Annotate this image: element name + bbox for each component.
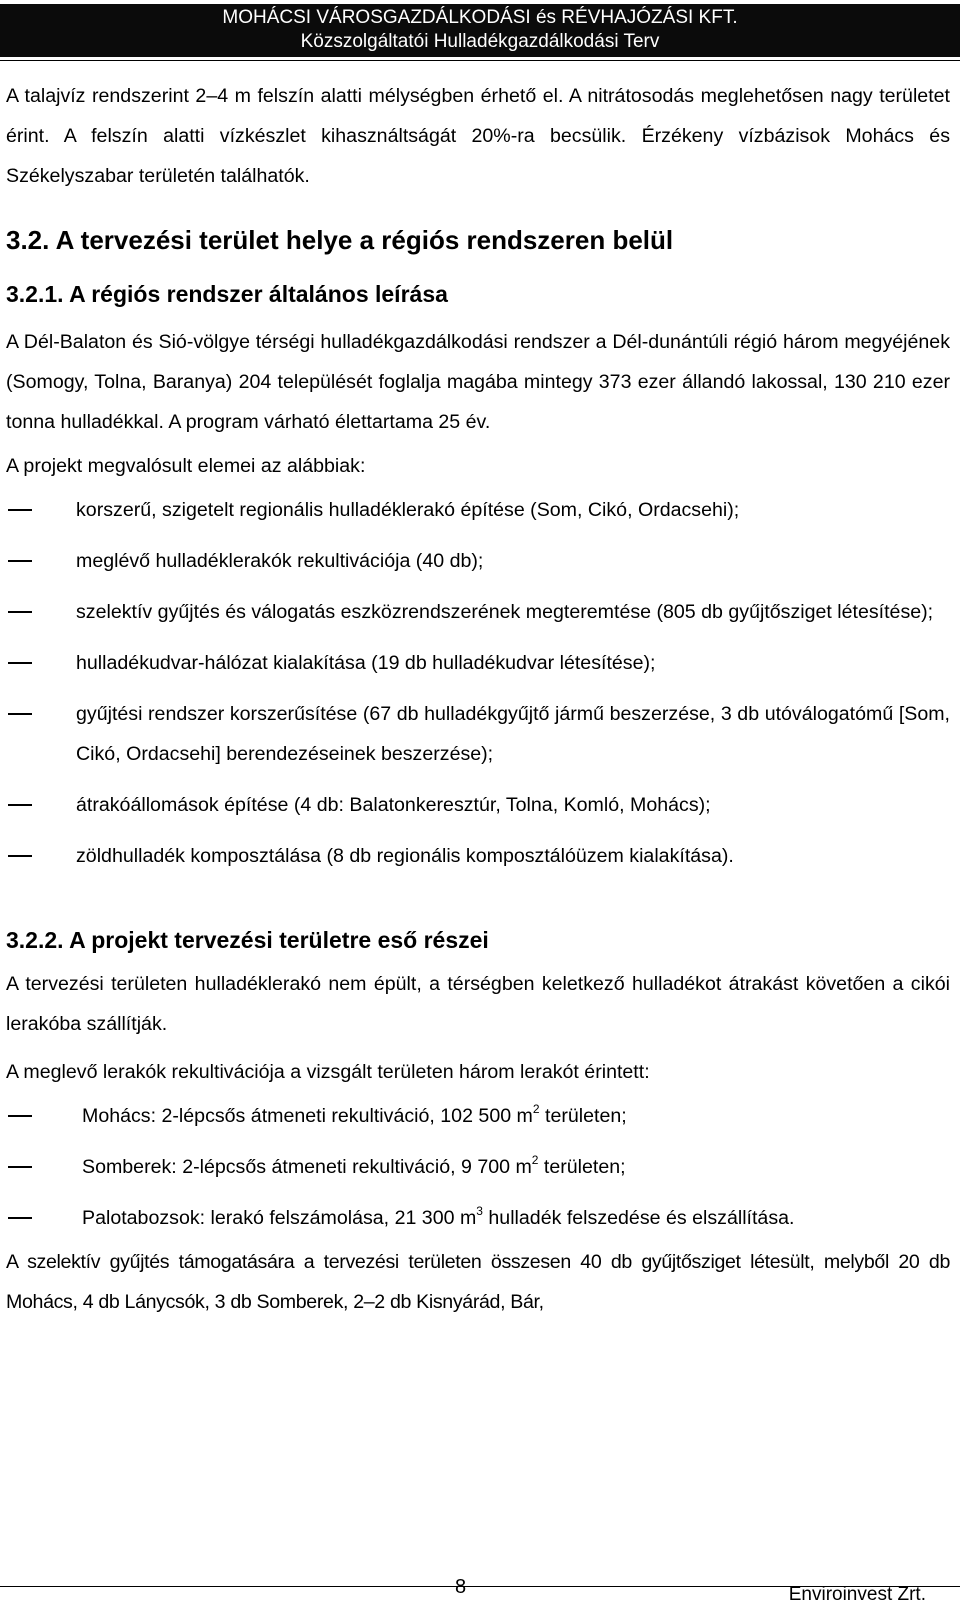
section-heading-3-2: 3.2. A tervezési terület helye a régiós rendszeren belül: [6, 225, 674, 255]
footer-company: Enviroinvest Zrt.: [788, 1584, 926, 1605]
list-item: zöldhulladék komposztálása (8 db regionális komposztálóüzem kialakítása).: [76, 845, 734, 867]
section-heading-3-2-1: 3.2.1. A régiós rendszer általános leírása: [6, 281, 448, 307]
selective-collection-paragraph: A szelektív gyűjtés támogatására a tervezési területen összesen 40 db gyűjtősziget létesült, melyből 20 db Mohács, 4 db Lánycsók, 3 db Somberek, 2–2 db Kisnyárád, Bár,: [6, 1251, 950, 1313]
header-company-title: MOHÁCSI VÁROSGAZDÁLKODÁSI és RÉVHAJÓZÁSI KFT.: [222, 7, 738, 28]
project-elements-intro: A projekt megvalósult elemei az alábbiak:: [6, 455, 366, 477]
recultivation-list: [6, 1096, 950, 1238]
page-body: [6, 76, 950, 1322]
list-item: szelektív gyűjtés és válogatás eszközrendszerének megteremtése (805 db gyűjtősziget létesítése);: [76, 601, 934, 623]
header-document-title: Közszolgáltatói Hulladékgazdálkodási Terv: [300, 31, 660, 52]
recultivation-intro: A meglevő lerakók rekultivációja a vizsgált területen három lerakót érintett:: [6, 1061, 650, 1083]
planning-area-paragraph: A tervezési területen hulladéklerakó nem épült, a térségben keletkező hulladékot átrakást követően a cikói lerakóba szállítják.: [6, 973, 950, 1035]
list-item: Somberek: 2-lépcsős átmeneti rekultiváció, 9 700 $m^2$ területen;: [82, 1153, 626, 1178]
header-divider: [0, 60, 960, 61]
page-number: 8: [455, 1576, 467, 1598]
list-item: korszerű, szigetelt regionális hulladéklerakó építése (Som, Cikó, Ordacsehi);: [76, 499, 740, 521]
list-item: meglévő hulladéklerakók rekultivációja (40 db);: [76, 550, 484, 572]
list-item: Mohács: 2-lépcsős átmeneti rekultiváció, 102 500 $m^2$ területen;: [82, 1102, 627, 1127]
page-header: [0, 4, 960, 57]
list-item: Palotabozsok: lerakó felszámolása, 21 300 $m^3$ hulladék felszedése és elszállítása.: [82, 1204, 795, 1229]
region-description-paragraph: A Dél-Balaton és Sió-völgye térségi hulladékgazdálkodási rendszer a Dél-dunántúli régió három megyéjének (Somogy, Tolna, Baranya) 204 települését foglalja magába mintegy 373 ezer állandó lakossal, 130 210 ezer tonna hulladékkal. A program várható élettartama 25 év.: [6, 331, 950, 433]
list-item: gyűjtési rendszer korszerűsítése (67 db hulladékgyűjtő jármű beszerzése, 3 db utóválogatómű [Som, Cikó, Ordacsehi] berendezéseinek beszerzése);: [76, 703, 950, 765]
page-footer: [0, 1576, 960, 1617]
intro-paragraph: A talajvíz rendszerint 2–4 m felszín alatti mélységben érhető el. A nitrátosodás meglehetősen nagy területet érint. A felszín alatti vízkészlet kihasználtságát 20%-ra becsülik. Érzékeny vízbázisok Mohács és Székelyszabar területén találhatók.: [6, 85, 950, 187]
list-item: hulladékudvar-hálózat kialakítása (19 db hulladékudvar létesítése);: [76, 652, 656, 674]
project-elements-list: [6, 490, 950, 876]
list-item: átrakóállomások építése (4 db: Balatonkeresztúr, Tolna, Komló, Mohács);: [76, 794, 711, 816]
section-heading-3-2-2: 3.2.2. A projekt tervezési területre eső részei: [6, 927, 489, 953]
